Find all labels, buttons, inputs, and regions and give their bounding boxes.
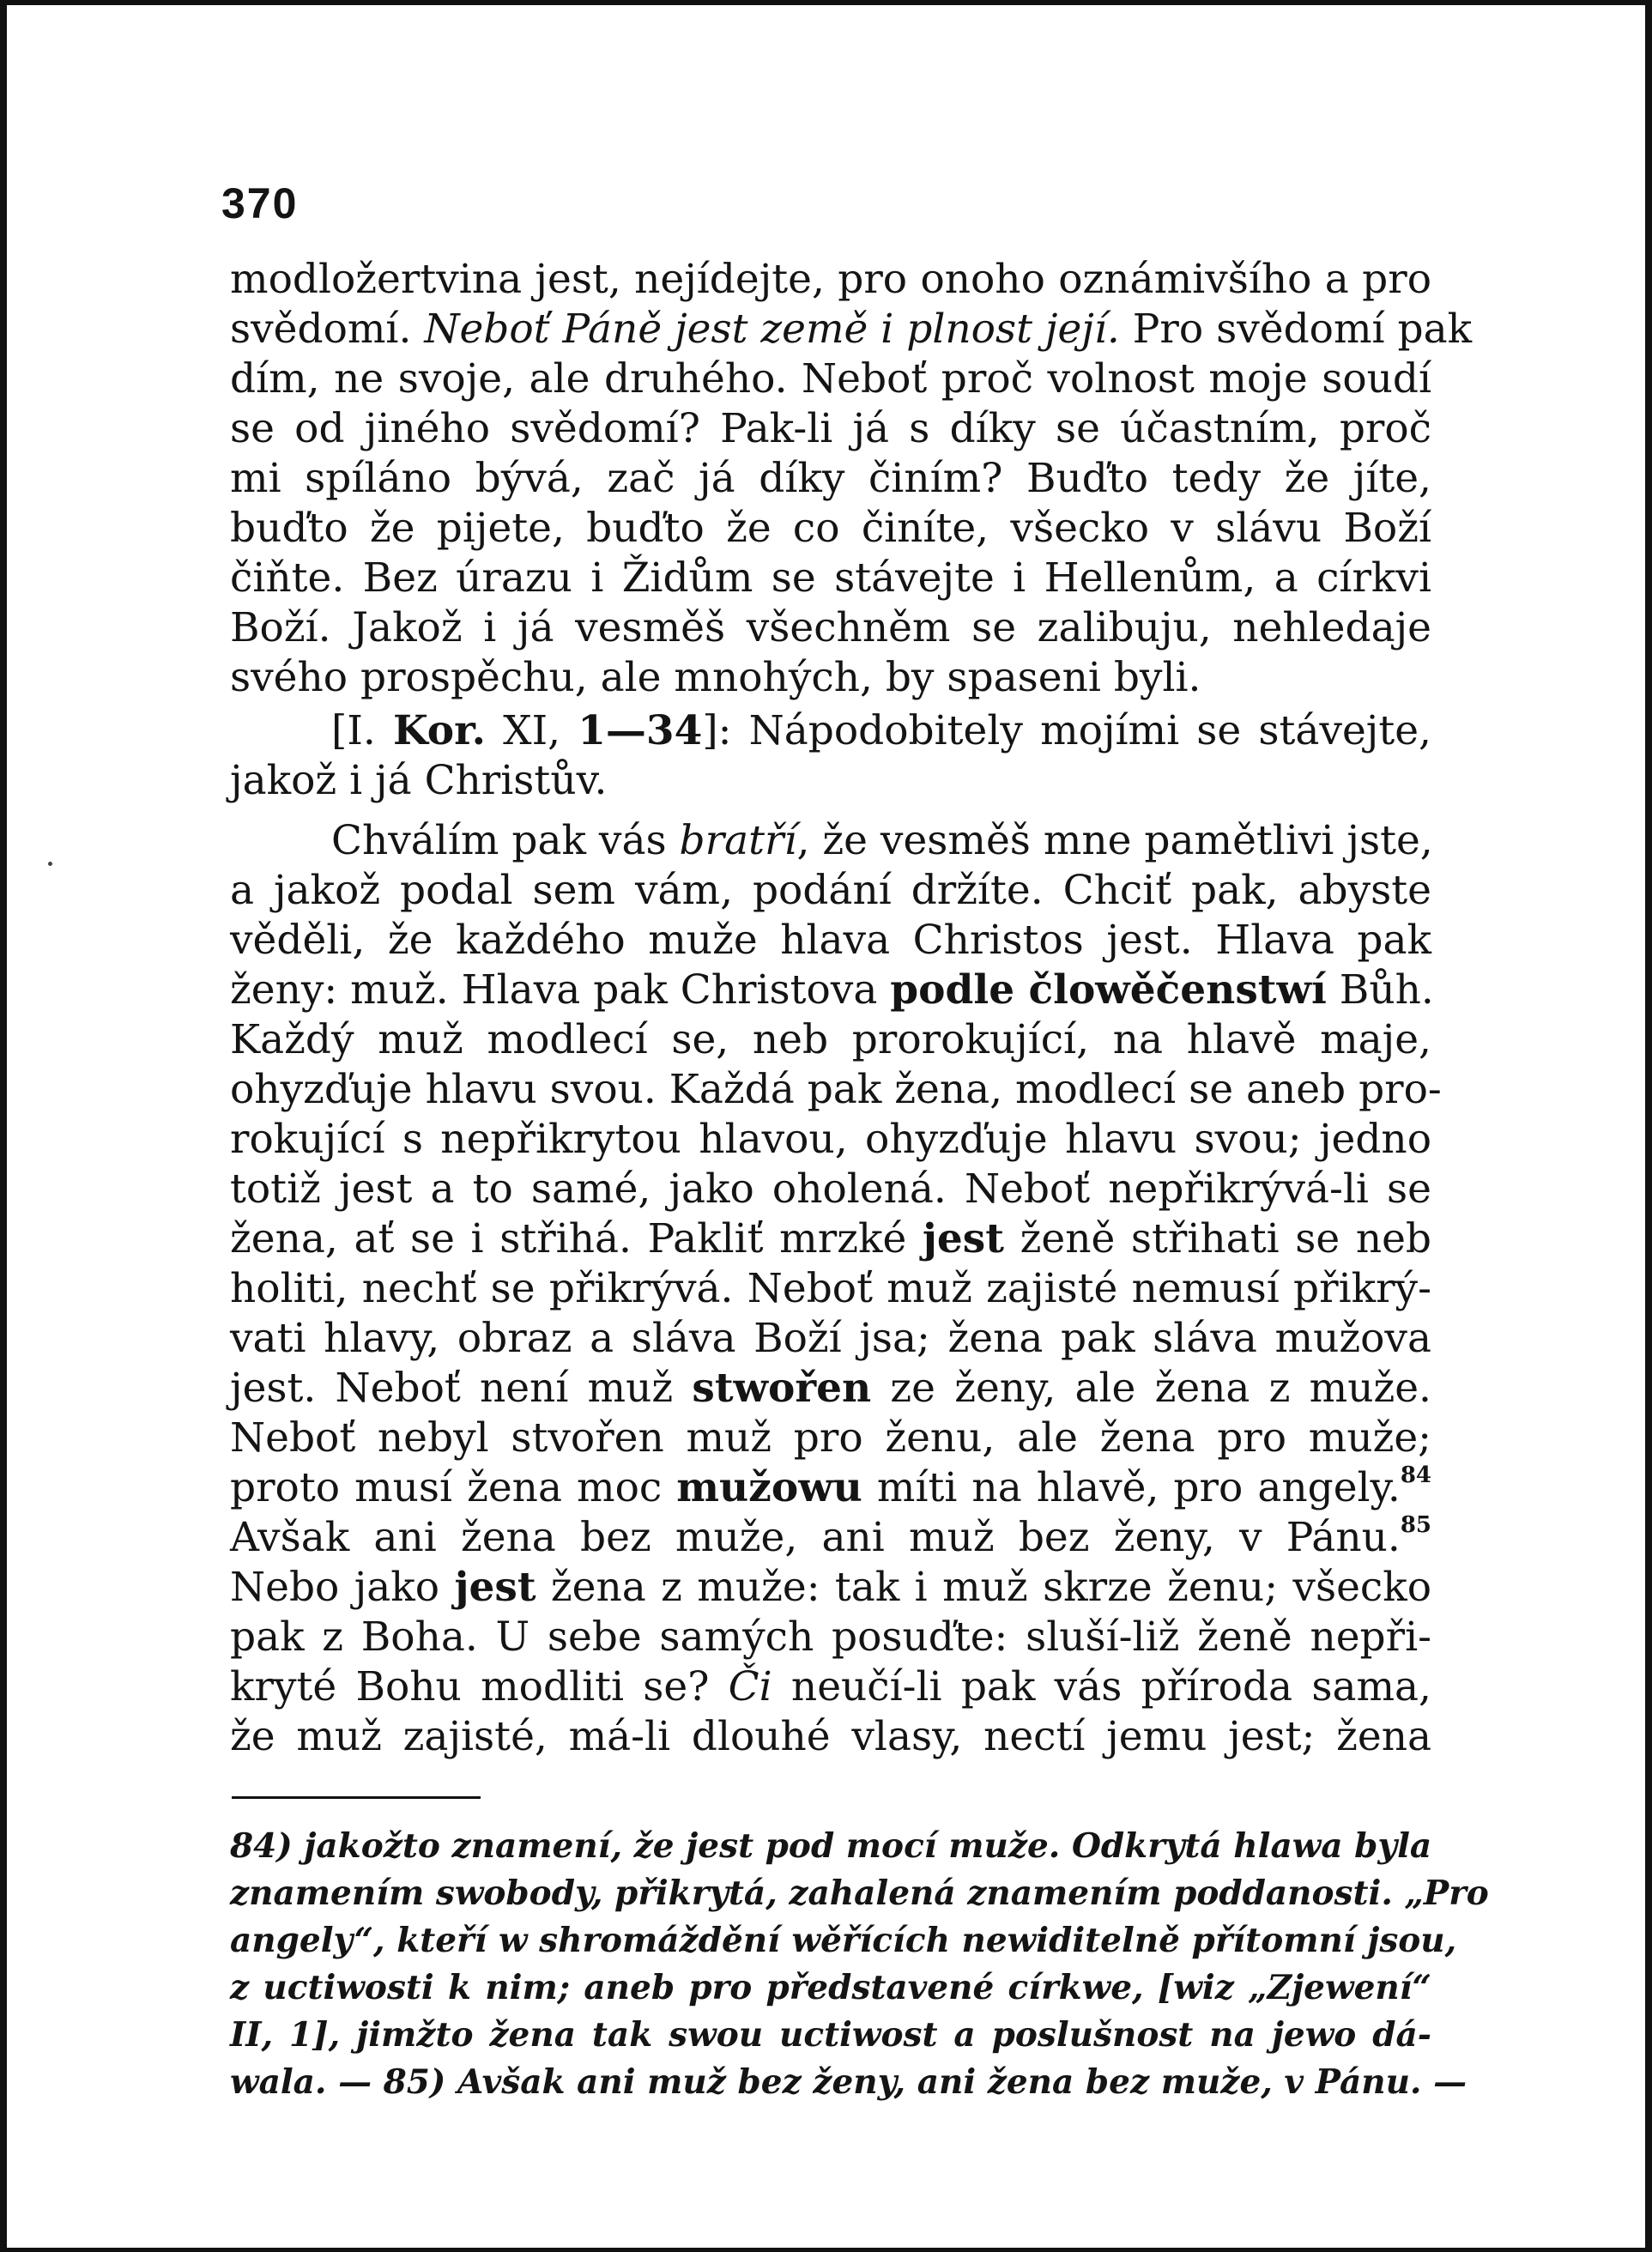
text-segment: ]: Nápodobitely mojími se stávejte, [702,707,1431,754]
text-segment: XI, [485,707,578,754]
text-segment: buďto že pijete, buďto že co činíte, všecko v slávu Boží [230,505,1431,552]
text-segment: míti na hlavě, pro angely. [862,1464,1401,1511]
text-segment: Kor. [392,707,486,754]
text-line [230,1313,1431,1365]
footnote-line: angely“, kteří w shromáždění wěřících newiditelně přítomní jsou, [230,1921,1457,1960]
text-line [230,1711,1431,1763]
text-segment: svého prospěchu, ale mnohých, by spaseni byli. [230,654,1201,701]
text-segment: ženy: muž. Hlava pak Christova [230,966,891,1014]
text-line [230,1363,1431,1414]
text-segment: Chválím pak vás [331,817,680,864]
text-segment: ohyzďuje hlavu svou. Každá pak žena, modlecí se aneb pro- [230,1066,1442,1113]
text-line [230,1612,1431,1663]
text-segment: Avšak ani žena bez muže, ani muž bez ženy, v Pánu. [230,1514,1401,1561]
text-segment: kryté Bohu modliti se? [230,1663,729,1710]
footnote-line: II, 1], jimžto žena tak swou uctiwost a poslušnost na jewo dá- [230,2015,1431,2055]
text-segment: ze ženy, ale žena z muže. [871,1365,1431,1412]
text-line [230,453,1431,505]
text-segment: 1—34 [578,707,703,754]
text-segment: jest [922,1215,1004,1262]
text-segment: rokující s nepřikrytou hlavou, ohyzďuje hlavu svou; jedno [230,1116,1431,1163]
text-line [230,503,1431,554]
text-segment: čiňte. Bez úrazu i Židům se stávejte i Hellenům, a církvi [230,554,1431,602]
text-line [230,1214,1431,1265]
text-segment: Nebo jako [230,1564,455,1611]
footnote-separator [232,1796,481,1799]
text-segment: mužowu [676,1464,862,1511]
text-line [230,1562,1431,1613]
text-segment: že muž zajisté, má-li dlouhé vlasy, nectí jemu jest; žena [230,1713,1431,1760]
text-segment: [I. [331,707,393,754]
text-line [230,915,1431,966]
text-segment: jest. Neboť není muž [230,1365,693,1412]
text-segment: svědomí. [230,306,425,353]
text-segment: žena, ať se i střihá. Pakliť mrzké [230,1215,923,1262]
text-segment: jest [454,1564,536,1611]
text-segment: holiti, nechť se přikrývá. Neboť muž zajisté nemusí přikrý- [230,1265,1431,1312]
text-line [230,354,1431,405]
text-line [230,403,1431,455]
text-line [230,755,1431,807]
text-line [230,1462,1431,1514]
text-segment: Každý muž modlecí se, neb prorokující, na hlavě maje, [230,1016,1431,1063]
text-segment: Neboť Páně jest země i plnost její. [424,306,1120,353]
text-line [230,1263,1431,1315]
text-segment: pak z Boha. U sebe samých posuďte: sluší-liž ženě nepři- [230,1613,1431,1661]
text-segment: mi spíláno bývá, zač já díky činím? Buďto tedy že jíte, [230,455,1431,502]
text-segment: neučí-li pak vás příroda sama, [772,1663,1432,1710]
text-line [230,1064,1442,1116]
page-number: 370 [221,179,299,227]
text-segment: proto musí žena moc [230,1464,677,1511]
text-line [230,865,1431,917]
text-line [230,1014,1431,1066]
text-segment: Bůh. [1326,966,1434,1014]
footnote-marker: 84 [1400,1462,1431,1488]
text-line [230,254,1431,306]
text-line [230,553,1431,604]
text-line [230,1164,1431,1215]
text-segment: a jakož podal sem vám, podání držíte. Chciť pak, abyste [230,867,1431,914]
text-segment: Boží. Jakož i já vesměš všechněm se zalibuju, nehledaje [230,604,1431,651]
footnote-line: znamením swobody, přikrytá, zahalená znamením poddanosti. „Pro [230,1874,1489,1913]
text-segment: , že vesměš mne pamětlivi jste, [796,817,1433,864]
text-segment: se od jiného svědomí? Pak-li já s díky se účastním, proč [230,405,1431,452]
text-line [230,965,1434,1016]
text-segment: jakož i já Christův. [230,757,608,804]
footnote-line: wala. — 85) Avšak ani muž bez ženy, ani žena bez muže, v Pánu. — [230,2062,1467,2102]
scan-speck [48,862,52,866]
text-segment: věděli, že každého muže hlava Christos jest. Hlava pak [230,917,1431,964]
text-line [230,705,1431,757]
text-segment: Či [728,1663,772,1710]
text-line [230,1512,1431,1564]
footnote-line: z uctiwosti k nim; aneb pro představené církwe, [wiz „Zjewení“ [230,1968,1431,2007]
text-line [230,652,1431,704]
text-segment: modložertvina jest, nejídejte, pro onoho oznámivšího a pro [230,256,1431,303]
text-segment: vati hlavy, obraz a sláva Boží jsa; žena pak sláva mužova [230,1315,1431,1362]
text-segment: žena z muže: tak i muž skrze ženu; všecko [536,1564,1431,1611]
text-line [230,815,1431,867]
text-line [230,1662,1431,1713]
text-line [230,1413,1431,1464]
text-segment: dím, ne svoje, ale druhého. Neboť proč volnost moje soudí [230,355,1431,403]
text-segment: Neboť nebyl stvořen muž pro ženu, ale žena pro muže; [230,1414,1431,1462]
text-line [230,1114,1431,1165]
text-segment: podle člowěčenstwí [890,966,1327,1014]
footnote-line: 84) jakožto znamení, že jest pod mocí muže. Odkrytá hlawa byla [230,1826,1432,1866]
text-line [230,304,1473,355]
text-segment: ženě střihati se neb [1003,1215,1431,1262]
footnote-marker: 85 [1400,1512,1431,1538]
text-segment: Pro svědomí pak [1119,306,1473,353]
text-line [230,602,1431,654]
text-segment: bratří [679,817,797,864]
text-segment: stwořen [692,1365,872,1412]
text-segment: totiž jest a to samé, jako oholená. Neboť nepřikrývá-li se [230,1165,1431,1213]
